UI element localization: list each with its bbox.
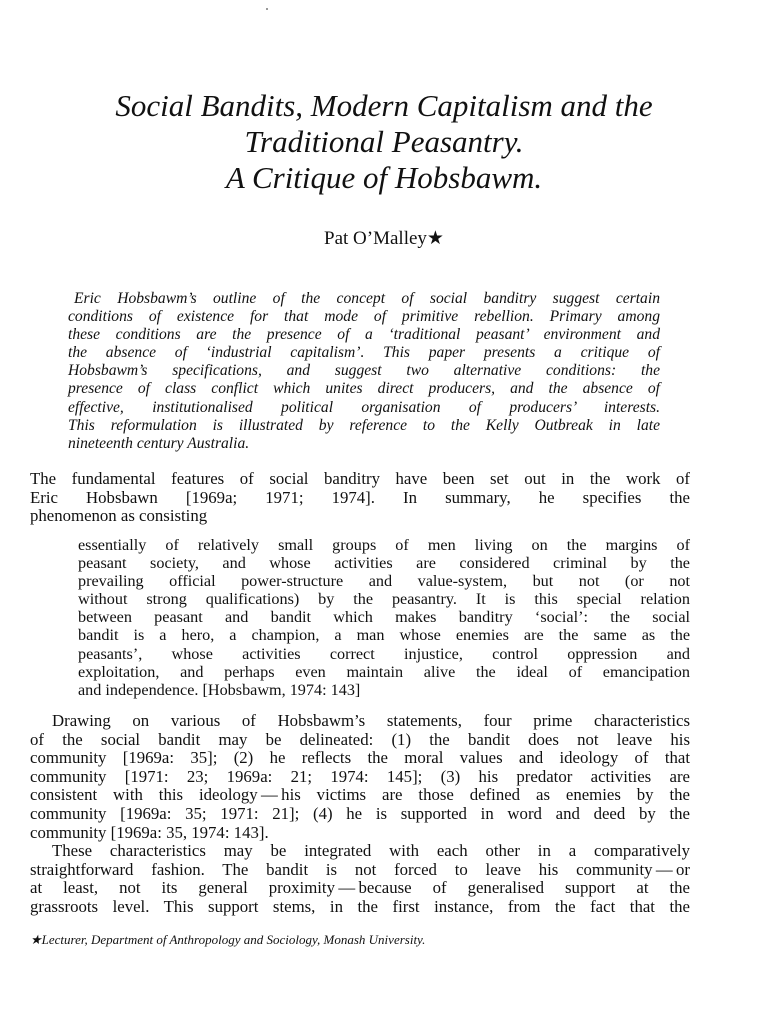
- abstract-line: effective, institutionalised political organisation of producers’ interests.: [68, 398, 660, 416]
- quote-line: exploitation, and perhaps even maintain alive the ideal of emancipation: [78, 662, 690, 681]
- scan-speck: [266, 8, 268, 10]
- abstract-line: the absence of ‘industrial capitalism’. This paper presents a critique of: [68, 344, 660, 362]
- body-line: phenomenon as consisting: [30, 506, 208, 526]
- abstract-line: nineteenth century Australia.: [68, 434, 250, 452]
- abstract-line: Hobsbawm’s specifications, and suggest two alternative conditions: the: [68, 362, 660, 380]
- quote-line: and independence. [Hobsbawm, 1974: 143]: [78, 680, 361, 699]
- author-name: Pat O’Malley★: [324, 228, 444, 249]
- body-line: community [1969a: 35]; (2) he reflects the moral values and ideology of that: [30, 748, 690, 768]
- body-line: Drawing on various of Hobsbawm’s statements, four prime characteristics: [52, 711, 690, 730]
- body-line: consistent with this ideology — his victims are those defined as enemies by the: [30, 785, 690, 805]
- body-line: community [1969a: 35; 1971: 21]; (4) he is supported in word and deed by the: [30, 803, 690, 823]
- title-line-2: Traditional Peasantry.: [244, 124, 524, 159]
- abstract-line: presence of class conflict which unites direct producers, and the absence of: [68, 380, 660, 398]
- paragraph-characteristics: [30, 712, 690, 842]
- body-line: The fundamental features of social banditry have been set out in the work of: [30, 469, 690, 488]
- title-line-1: Social Bandits, Modern Capitalism and the: [115, 88, 653, 123]
- body-line: These characteristics may be integrated with each other in a comparatively: [52, 841, 690, 860]
- quote-line: without strong qualifications) by the peasantry. It is this special relation: [78, 590, 690, 609]
- title-line-3: A Critique of Hobsbawm.: [225, 160, 543, 195]
- abstract-line: these conditions are the presence of a ‘traditional peasant’ environment and: [68, 326, 660, 344]
- block-quote: [78, 536, 690, 699]
- abstract-line: This reformulation is illustrated by reference to the Kelly Outbreak in late: [68, 416, 660, 434]
- quote-line: peasants’, whose activities correct injustice, control oppression and: [78, 644, 690, 663]
- body-line: grassroots level. This support stems, in the first instance, from the fact that the: [30, 896, 690, 916]
- quote-line: essentially of relatively small groups of men living on the margins of: [78, 536, 690, 554]
- footnote: ★Lecturer, Department of Anthropology and Sociology, Monash University.: [30, 932, 426, 947]
- body-line: Eric Hobsbawn [1969a; 1971; 1974]. In summary, he specifies the: [30, 487, 690, 507]
- abstract: [68, 290, 660, 453]
- abstract-line: Eric Hobsbawm’s outline of the concept of social banditry suggest certain: [74, 290, 660, 307]
- body-line: community [1971: 23; 1969a: 21; 1974: 145]; (3) his predator activities are: [30, 766, 690, 786]
- quote-line: peasant society, and whose activities are considered criminal by the: [78, 554, 690, 573]
- body-line: community [1969a: 35, 1974: 143].: [30, 822, 269, 842]
- paragraph-integration: [30, 842, 690, 916]
- body-line: at least, not its general proximity — because of generalised support at the: [30, 878, 690, 898]
- abstract-line: conditions of existence for that mode of primitive rebellion. Primary among: [68, 308, 660, 326]
- paper-title: [20, 88, 748, 196]
- quote-line: bandit is a hero, a champion, a man whose enemies are the same as the: [78, 626, 690, 645]
- quote-line: between peasant and bandit which makes banditry ‘social’: the social: [78, 608, 690, 627]
- body-line: of the social bandit may be delineated: (1) the bandit does not leave his: [30, 729, 690, 749]
- body-line: straightforward fashion. The bandit is not forced to leave his community — or: [30, 859, 690, 879]
- quote-line: prevailing official power-structure and value-system, but not (or not: [78, 572, 690, 591]
- intro-paragraph: [30, 470, 690, 526]
